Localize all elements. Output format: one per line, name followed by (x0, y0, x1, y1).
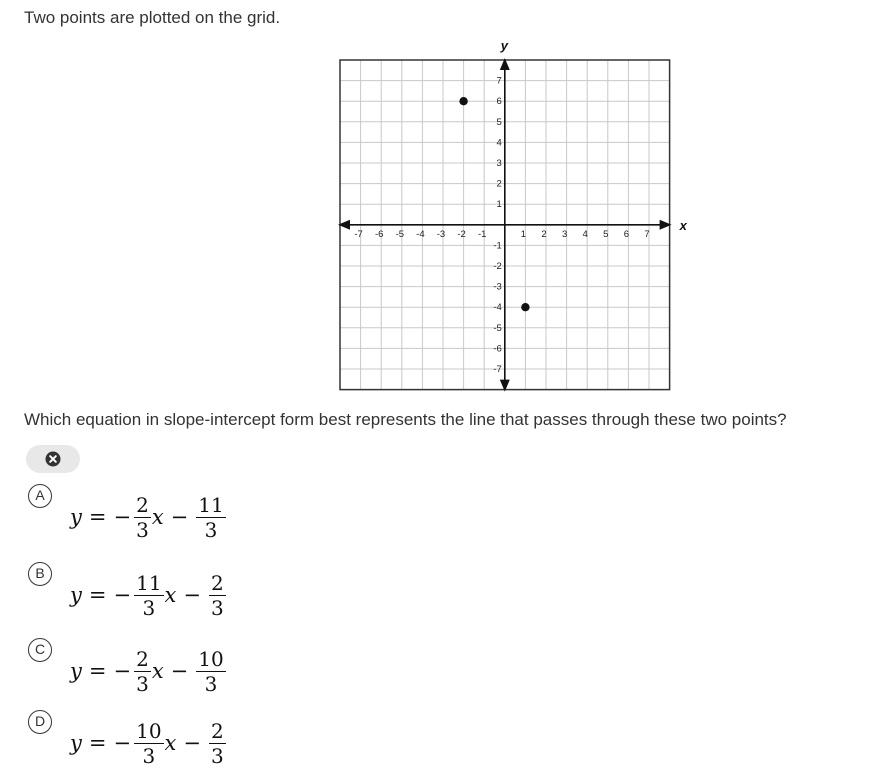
slope-denominator: 3 (136, 517, 149, 542)
y-tick-label: -3 (493, 281, 502, 293)
x-tick-label: 2 (541, 228, 547, 240)
x-tick-label: -4 (416, 228, 425, 240)
y-tick-label: 5 (496, 116, 502, 128)
x-tick-label: 5 (603, 228, 609, 240)
y-tick-label: -6 (493, 343, 502, 355)
x-tick-label: 4 (582, 228, 588, 240)
eq-y: y (70, 659, 82, 683)
eq-operator: − (170, 505, 189, 529)
answer-option-d[interactable] (28, 710, 288, 776)
x-tick-label: 7 (644, 228, 650, 240)
intercept-fraction (209, 571, 226, 620)
x-tick-label: -1 (477, 228, 487, 240)
option-letter: B (28, 562, 52, 586)
eq-x: x (151, 505, 164, 529)
slope-denominator: 3 (142, 743, 156, 768)
answer-option-a[interactable] (28, 484, 288, 550)
equation (70, 710, 227, 776)
answer-option-b[interactable] (28, 562, 288, 628)
eq-equals: = (88, 505, 107, 529)
y-tick-label: 4 (496, 137, 502, 149)
intercept-denominator: 3 (211, 743, 224, 768)
prompt-text: Two points are plotted on the grid. (24, 8, 281, 27)
slope-denominator: 3 (136, 671, 149, 696)
y-tick-label: 7 (496, 75, 502, 87)
answer-option-c[interactable] (28, 638, 288, 704)
y-tick-label: -7 (493, 364, 502, 375)
eq-neg: − (113, 731, 132, 755)
intercept-numerator: 2 (211, 718, 224, 743)
slope-fraction (134, 493, 151, 542)
intercept-numerator: 11 (198, 492, 224, 517)
x-tick-label: -5 (395, 228, 405, 240)
x-tick-label: -7 (354, 228, 363, 240)
x-tick-label: -6 (374, 228, 384, 240)
eq-operator: − (183, 583, 201, 607)
intercept-denominator: 3 (211, 595, 224, 620)
eq-operator: − (170, 659, 189, 683)
question-text: Which equation in slope-intercept form best represents the line that passes through these two points? (24, 410, 787, 429)
coordinate-grid (333, 38, 693, 398)
option-letter: A (28, 484, 52, 508)
close-circle-icon (45, 451, 61, 467)
slope-numerator: 10 (136, 718, 162, 743)
eq-x: x (164, 731, 177, 755)
x-tick-label: 1 (520, 228, 527, 240)
x-axis-label: x (679, 217, 687, 233)
y-tick-label: 3 (496, 158, 502, 169)
y-tick-label: -2 (493, 261, 502, 272)
slope-numerator: 2 (136, 646, 149, 671)
eq-equals: = (88, 583, 107, 607)
slope-numerator: 11 (136, 570, 162, 595)
intercept-numerator: 2 (211, 570, 224, 595)
y-tick-label: 2 (496, 178, 502, 190)
plotted-point (521, 303, 529, 311)
slope-fraction (134, 571, 163, 620)
x-tick-label: 3 (561, 228, 568, 240)
eq-neg: − (113, 505, 132, 529)
y-tick-label: 6 (496, 96, 502, 108)
eq-x: x (164, 583, 177, 607)
equation (70, 638, 227, 704)
equation (70, 562, 227, 628)
plotted-point (459, 97, 467, 105)
intercept-fraction (196, 647, 225, 696)
y-tick-label: -5 (493, 322, 502, 334)
eq-neg: − (113, 659, 132, 683)
slope-fraction (134, 647, 151, 696)
slope-denominator: 3 (142, 595, 156, 620)
eq-operator: − (183, 731, 201, 755)
eq-y: y (70, 583, 82, 607)
eq-y: y (70, 731, 82, 755)
y-tick-label: 1 (496, 199, 502, 211)
x-tick-label: -2 (457, 228, 466, 240)
equation (70, 484, 227, 550)
y-tick-label: -1 (493, 240, 502, 252)
eq-x: x (151, 659, 164, 683)
eq-equals: = (88, 731, 107, 755)
x-tick-label: 6 (623, 228, 630, 240)
y-axis-label: y (500, 38, 509, 53)
intercept-fraction (209, 719, 226, 768)
eq-neg: − (113, 583, 132, 607)
option-letter: C (28, 638, 52, 662)
slope-fraction (134, 719, 163, 768)
intercept-numerator: 10 (198, 646, 224, 671)
x-tick-label: -3 (436, 228, 446, 240)
intercept-fraction (196, 493, 225, 542)
eq-equals: = (88, 659, 107, 683)
y-tick-label: -4 (493, 302, 502, 314)
clear-answer-button[interactable] (26, 445, 80, 473)
eq-y: y (70, 505, 82, 529)
intercept-denominator: 3 (204, 671, 218, 696)
intercept-denominator: 3 (204, 517, 218, 542)
slope-numerator: 2 (136, 492, 149, 517)
option-letter: D (28, 710, 52, 734)
